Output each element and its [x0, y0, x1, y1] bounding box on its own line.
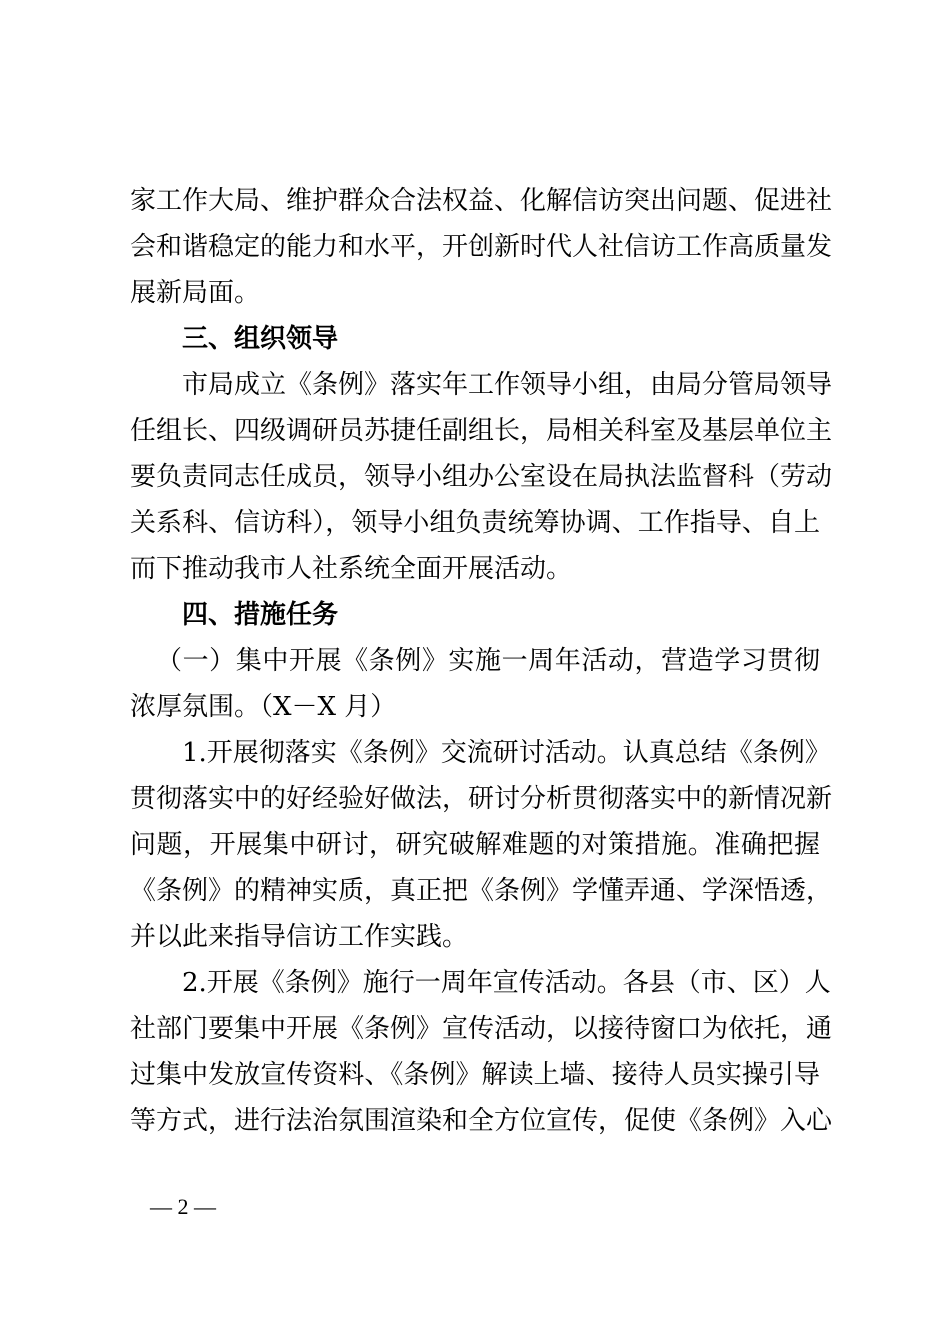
text-line: 等方式，进行法治氛围渲染和全方位宣传，促使《条例》入心 — [130, 1106, 833, 1136]
text-line: 展新局面。 — [130, 278, 261, 308]
text-line: 市局成立《条例》落实年工作领导小组，由局分管局领导 — [182, 370, 833, 400]
page-number: — 2 — — [150, 1194, 216, 1219]
text-line: 1.开展彻落实《条例》交流研讨活动。认真总结《条例》 — [182, 738, 831, 768]
text-line: 并以此来指导信访工作实践。 — [130, 922, 469, 952]
text-line: 任组长、四级调研员苏捷任副组长，局相关科室及基层单位主 — [130, 416, 833, 446]
section-heading: 四、措施任务 — [182, 600, 339, 630]
text-line: 问题，开展集中研讨，研究破解难题的对策措施。准确把握 — [130, 830, 820, 860]
text-line: 会和谐稳定的能力和水平，开创新时代人社信访工作高质量发 — [130, 232, 833, 262]
section-heading: 三、组织领导 — [182, 324, 339, 354]
document-body — [130, 178, 833, 1144]
text-line: 而下推动我市人社系统全面开展活动。 — [130, 554, 573, 584]
text-line: 《条例》的精神实质，真正把《条例》学懂弄通、学深悟透， — [130, 876, 833, 906]
subsection-heading: 浓厚氛围。（X－X 月） — [130, 692, 397, 722]
text-line: 2.开展《条例》施行一周年宣传活动。各县（市、区）人 — [182, 968, 831, 998]
subsection-heading: （一）集中开展《条例》实施一周年活动，营造学习贯彻 — [156, 646, 820, 676]
text-line: 关系科、信访科），领导小组负责统筹协调、工作指导、自上 — [130, 508, 820, 538]
text-line: 要负责同志任成员，领导小组办公室设在局执法监督科（劳动 — [130, 462, 833, 492]
text-line: 家工作大局、维护群众合法权益、化解信访突出问题、促进社 — [130, 186, 833, 216]
text-line: 社部门要集中开展《条例》宣传活动，以接待窗口为依托，通 — [130, 1014, 833, 1044]
text-line: 过集中发放宣传资料、《条例》解读上墙、接待人员实操引导 — [130, 1060, 820, 1090]
text-line: 贯彻落实中的好经验好做法，研讨分析贯彻落实中的新情况新 — [130, 784, 833, 814]
